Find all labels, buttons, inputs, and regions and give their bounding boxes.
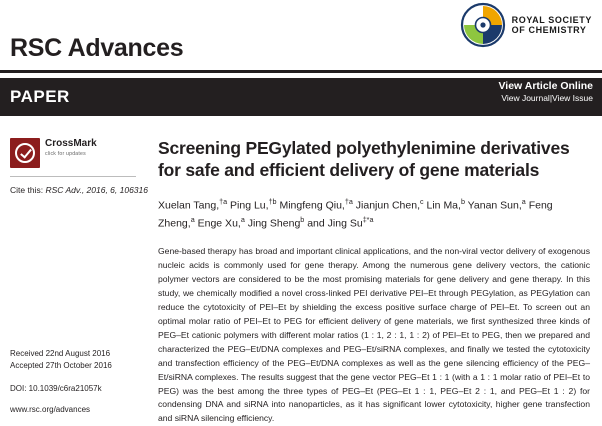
crossmark-badge[interactable] <box>10 138 150 168</box>
article-content <box>0 116 602 426</box>
crossmark-subtitle: click for updates <box>45 151 86 157</box>
article-title-line2: for safe and efficient delivery of gene materials <box>158 159 540 180</box>
online-links <box>498 79 593 105</box>
doi-text[interactable]: DOI: 10.1039/c6ra21057k <box>10 383 102 393</box>
publisher-logo <box>460 2 592 48</box>
view-issue-link[interactable]: View Issue <box>552 93 593 104</box>
crossmark-icon <box>10 138 40 168</box>
received-date: Received 22nd August 2016 <box>10 349 111 358</box>
accepted-date: Accepted 27th October 2016 <box>10 361 112 371</box>
article-main <box>150 126 602 426</box>
article-dates-block <box>10 348 142 417</box>
view-article-online-link[interactable]: View Article Online <box>498 80 593 92</box>
page-header <box>0 0 602 78</box>
sidebar-divider <box>10 176 136 177</box>
page-title <box>158 138 590 182</box>
article-sidebar <box>0 126 150 426</box>
header-divider <box>0 70 602 73</box>
cite-value: RSC Adv., 2016, 6, 106316 <box>45 185 148 195</box>
publisher-name-line1: ROYAL SOCIETY <box>511 14 592 25</box>
article-title-line1: Screening PEGylated polyethylenimine derivatives <box>158 138 570 158</box>
view-journal-issue-links <box>498 93 593 104</box>
journal-title: RSC Advances <box>10 34 184 62</box>
cite-label: Cite this: <box>10 185 44 195</box>
view-journal-link[interactable]: View Journal <box>501 93 550 104</box>
rsc-roundel-icon <box>460 2 506 48</box>
article-type-band <box>0 78 602 116</box>
publisher-name <box>512 15 592 36</box>
journal-url[interactable]: www.rsc.org/advances <box>10 405 91 415</box>
crossmark-text <box>45 138 97 157</box>
publisher-name-line2: OF CHEMISTRY <box>511 25 587 35</box>
article-type-label: PAPER <box>10 87 70 106</box>
citation-block <box>10 185 150 197</box>
links-separator: | <box>549 93 553 104</box>
abstract-text: Gene-based therapy has broad and important clinical applications, and the non-viral vector delivery of exogenous nucleic acids is commonly used for gene therapy. Among the numerous gene delivery vectors, the cationic polymer vectors are considered to be the most promising materials for gene delivery and gene therapy. In this study, we chemically modified a novel cross-linked PEI derivative PEI–Et through PEGylation, as PEGylation can reduce the cytotoxicity of PEI–Et by shielding the excess positive surface charge of PEI–Et. To screen out an optimal molar ratio of PEI–Et to PEG for efficient delivery of gene materials, we first synthesized three kinds of PEG–Et cationic polymers with different molar ratios (1 : 1, 2 : 1, 1 : 2) of PEI–Et to PEG, then we prepared and characterized the PEG–Et/DNA complexes and PEG–Et/siRNA complexes, and finally we tested the cytotoxicity and transfection efficiency of the PEG–Et/DNA complexes as well as the gene silencing efficiency of the PEG–Et/siRNA complexes. The results suggest that the gene vector PEG–Et 1 : 1 (with a 1 : 1 molar ratio of PEI–Et to PEG) was the best among the three types of PEG–Et (PEG–Et 1 : 1, PEG–Et 2 : 1, and PEG–Et 1 : 2) for condensing DNA and siRNA into nanoparticles, as it has significant lower cytotoxicity, higher gene transfection and siRNA silencing efficiency. <box>158 246 590 424</box>
crossmark-title: CrossMark <box>45 138 97 149</box>
author-list: Xuelan Tang,$^{\dagger a}$ Ping Lu,$^{\dagger b}$ Mingfeng Qiu,$^{\dagger a}$ Jianjun Chen,$^c$ Lin Ma,$^b$ Yanan Sun,$^a$ Feng Zheng,$^a$ Enge Xu,$^a$ Jing Sheng$^b$ and Jing Su$^{\ddagger*a}$ <box>158 196 553 230</box>
